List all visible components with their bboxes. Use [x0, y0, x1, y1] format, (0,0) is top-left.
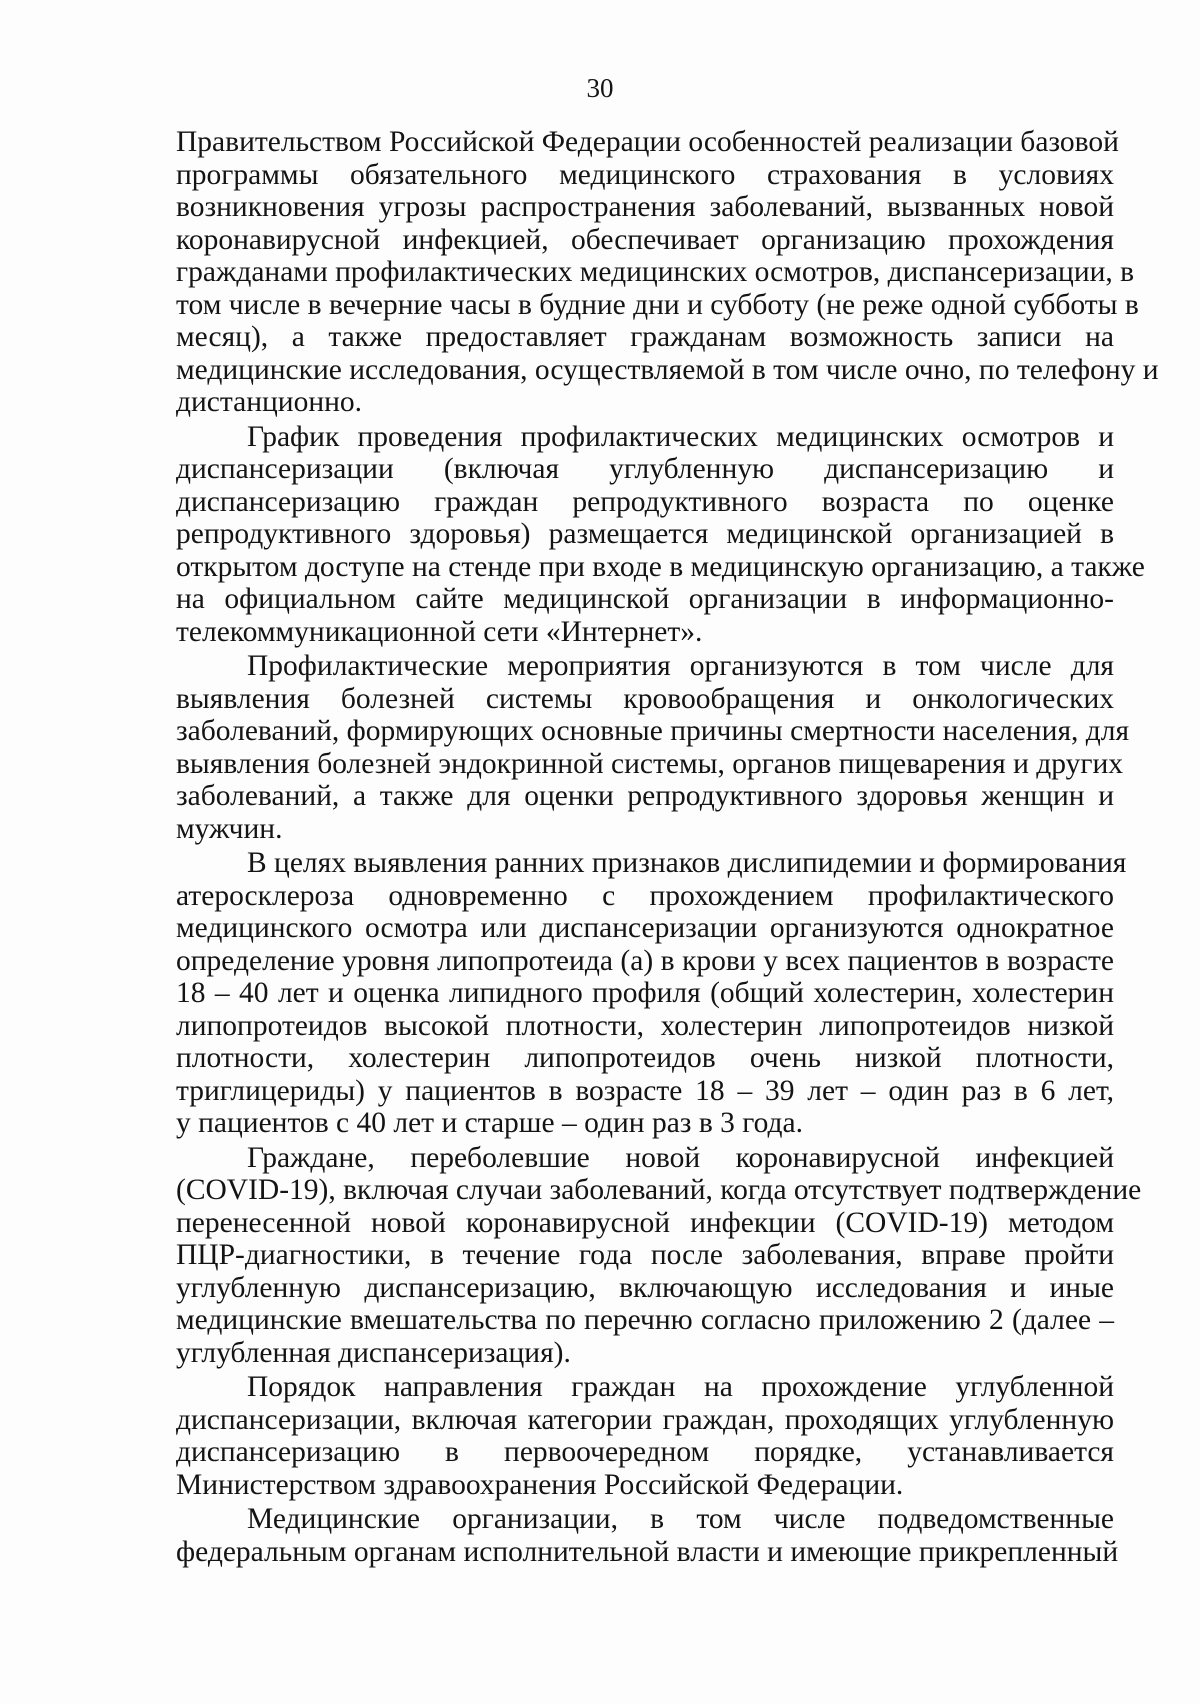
text-line: мужчин. [176, 812, 283, 845]
text-line: (COVID-19), включая случаи заболеваний, когда отсутствует подтверждение [176, 1174, 1142, 1206]
text-line: открытом доступе на стенде при входе в медицинскую организацию, а также [176, 550, 1145, 583]
text-line: ПЦР-диагностики, в течение года после заболевания, вправе пройти [176, 1239, 1114, 1271]
text-line: перенесенной новой коронавирусной инфекции (COVID-19) методом [176, 1206, 1114, 1239]
page-number: 30 [586, 73, 614, 103]
text-line: диспансеризации (включая углубленную диспансеризацию и [176, 453, 1114, 485]
text-line: выявления болезней эндокринной системы, органов пищеварения и других [176, 747, 1124, 780]
text-line: месяц), а также предоставляет гражданам возможность записи на [176, 321, 1114, 353]
text-line: коронавирусной инфекцией, обеспечивает организацию прохождения [176, 223, 1114, 256]
text-line: 18 – 40 лет и оценка липидного профиля (общий холестерин, холестерин [176, 977, 1114, 1009]
text-line: медицинские исследования, осуществляемой в том числе очно, по телефону и [176, 353, 1159, 386]
text-line: углубленную диспансеризацию, включающую исследования и иные [176, 1271, 1114, 1304]
paragraph [176, 1371, 1114, 1501]
paragraph [176, 847, 1127, 1140]
text-line: у пациентов с 40 лет и старше – один раз в 3 года. [176, 1107, 804, 1139]
paragraph [176, 650, 1130, 845]
text-line: атеросклероза одновременно с прохождением профилактического [176, 879, 1114, 912]
document-body [176, 126, 1159, 1570]
text-line: выявления болезней системы кровообращения и онкологических [176, 682, 1114, 715]
paragraph [176, 1141, 1142, 1370]
text-line: заболеваний, формирующих основные причины смертности населения, для [176, 715, 1130, 747]
text-line: гражданами профилактических медицинских осмотров, диспансеризации, в [176, 256, 1135, 288]
text-line: Профилактические мероприятия организуются в том числе для [247, 650, 1114, 682]
text-line: Медицинские организации, в том числе подведомственные [247, 1503, 1114, 1535]
text-line: График проведения профилактических медицинских осмотров и [247, 420, 1114, 453]
text-line: Граждане, переболевшие новой коронавирусной инфекцией [247, 1141, 1114, 1174]
text-line: диспансеризации, включая категории граждан, проходящих углубленную [176, 1403, 1114, 1436]
text-line: программы обязательного медицинского страхования в условиях [176, 158, 1114, 191]
paragraph [176, 1503, 1119, 1568]
text-line: федеральным органам исполнительной власти и имеющие прикрепленный [176, 1535, 1119, 1568]
text-line: диспансеризацию граждан репродуктивного возраста по оценке [176, 485, 1114, 518]
text-line: медицинского осмотра или диспансеризации организуются однократное [176, 912, 1114, 944]
text-line: Министерством здравоохранения Российской Федерации. [176, 1468, 904, 1501]
text-line: углубленная диспансеризация). [176, 1336, 571, 1369]
text-line: медицинские вмешательства по перечню согласно приложению 2 (далее – [176, 1304, 1114, 1336]
paragraph [176, 126, 1159, 419]
text-line: Правительством Российской Федерации особенностей реализации базовой [176, 126, 1119, 158]
text-line: телекоммуникационной сети «Интернет». [176, 615, 703, 648]
text-line: возникновения угрозы распространения заболеваний, вызванных новой [176, 191, 1114, 223]
text-line: триглицериды) у пациентов в возрасте 18 – 39 лет – один раз в 6 лет, [176, 1074, 1114, 1107]
text-line: том числе в вечерние часы в будние дни и субботу (не реже одной субботы в [176, 288, 1139, 321]
text-line: определение уровня липопротеида (а) в крови у всех пациентов в возрасте [176, 944, 1114, 977]
text-line: заболеваний, а также для оценки репродуктивного здоровья женщин и [176, 780, 1114, 812]
text-line: дистанционно. [176, 386, 363, 418]
text-line: диспансеризацию в первоочередном порядке, устанавливается [176, 1436, 1114, 1468]
text-line: В целях выявления ранних признаков дислипидемии и формирования [247, 847, 1127, 879]
text-line: репродуктивного здоровья) размещается медицинской организацией в [176, 518, 1114, 550]
paragraph [176, 420, 1145, 649]
text-line: плотности, холестерин липопротеидов очень низкой плотности, [176, 1042, 1114, 1074]
text-line: на официальном сайте медицинской организации в информационно- [176, 583, 1114, 615]
text-line: Порядок направления граждан на прохождение углубленной [247, 1371, 1114, 1403]
text-line: липопротеидов высокой плотности, холестерин липопротеидов низкой [176, 1009, 1114, 1042]
